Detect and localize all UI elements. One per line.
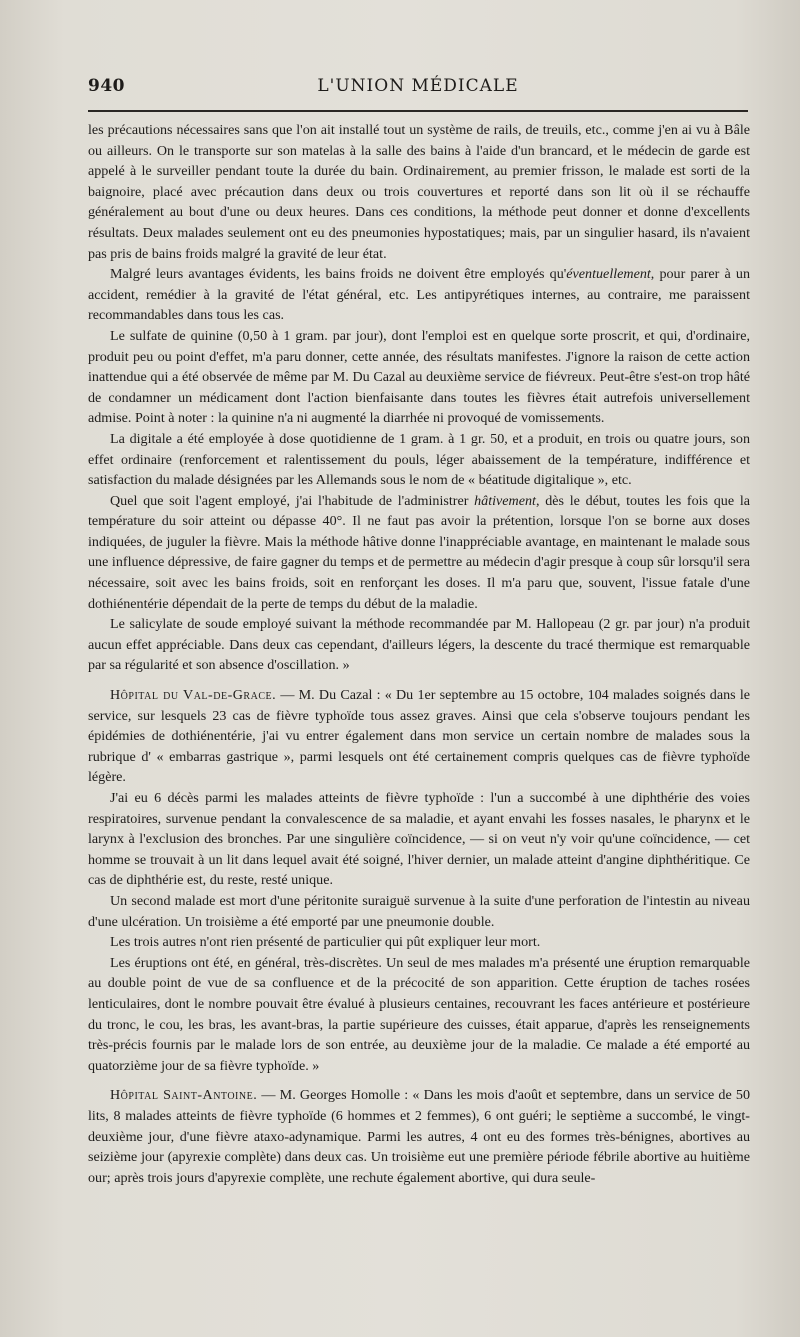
paragraph: J'ai eu 6 décès parmi les malades atteints de fièvre typhoïde : l'un a succombé à une diphthérie des voies respiratoires, survenue pendant la convalescence de sa maladie, et ayant envahi les fosses nasales, le pharynx et le larynx à l'exclusion des bronches. Par une singulière coïncidence, — si on veut n'y voir qu'une coïncidence, — cet homme se trouvait à un lit dans lequel avait été soigné, l'hiver dernier, un malade atteint d'angine diphthéritique. Ce cas de diphthérie est, du reste, resté unique. xyxy=(88,790,750,889)
page-number: 940 xyxy=(88,76,125,96)
page-header xyxy=(88,76,748,106)
article-body xyxy=(88,120,750,1327)
italic-run: hâtivement xyxy=(474,492,536,509)
text-run: Quel que soit l'agent employé, j'ai l'habitude de l'administrer xyxy=(110,492,475,509)
text-run: — M. Georges Homolle : « Dans les mois d'août et septembre, dans un service de 50 lits, 8 malades atteints de fièvre typhoïde (6 hommes et 2 femmes), 6 ont guéri; le septième a succombé, le vingt-deuxième jour, d'une fièvre ataxo-adynamique. Parmi les autres, 4 ont eu des formes très-bénignes, abortives au seizième jour (apyrexie complète) dans deux cas. Un troisième eut une première période fébrile abortive au huitième our; après trois jours d'apyrexie complète, une rechute également abortive, qui dura seule- xyxy=(88,1087,750,1186)
paragraph xyxy=(88,491,750,615)
section-heading: Hôpital Saint-Antoine. xyxy=(110,1087,258,1104)
header-rule xyxy=(88,110,748,112)
text-run: , dès le début, toutes les fois que la température du soir atteint ou dépasse 40°. Il ne faut pas avoir la prétention, lorsque l'on se borne aux doses indiquées, de juguler la fièvre. Mais la méthode hâtive donne l'inappréciable avantage, en maintenant le malade sous une influence dépressive, de faire gagner du temps et de permettre au médecin d'agir presque à coup sûr lorsqu'il sera nécessaire, soit avec les bains froids, soit en renforçant les doses. Il m'a paru que, souvent, l'issue fatale d'une dothiénentérie dépendait de la perte de temps du début de la maladie. xyxy=(88,492,750,612)
paragraph: La digitale a été employée à dose quotidienne de 1 gram. à 1 gr. 50, et a produit, en trois ou quatre jours, son effet ordinaire (renforcement et ralentissement du pouls, léger abaissement de la température, indifférence et satisfaction du malade désignées par les Allemands sous le nom de « béatitude digitalique », etc. xyxy=(88,430,750,489)
paragraph: Le salicylate de soude employé suivant la méthode recommandée par M. Hallopeau (2 gr. par jour) n'a produit aucun effet appréciable. Dans deux cas cependant, d'ailleurs légers, la descente du tracé thermique est remarquable par sa régularité et son absence d'oscillation. » xyxy=(88,616,750,674)
text-run: — M. Du Cazal : « Du 1er septembre au 15 octobre, 104 malades soignés dans le service, sur lesquels 23 cas de fièvre typhoïde tous assez graves. Ainsi que cela s'observe toujours pendant les épidémies de dothiénentérie, j'ai vu entrer également dans mon service un certain nombre de malades sous la rubrique d' « embarras gastrique », parmi lesquels ont été certainement compris quelques cas de fièvre typhoïde légère. xyxy=(88,687,750,786)
paragraph: Un second malade est mort d'une péritonite suraiguë survenue à la suite d'une perforation de l'intestin au niveau d'une ulcération. Un troisième a été emporté par une pneumonie double. xyxy=(88,892,750,930)
section-heading: Hôpital du Val-de-Grace. xyxy=(110,687,277,704)
paragraph xyxy=(88,264,750,326)
paragraph: les précautions nécessaires sans que l'on ait installé tout un système de rails, de treuils, etc., comme j'en ai vu à Bâle ou ailleurs. On le transporte sur son matelas à la salle des bains à l'aide d'un brancard, et le médecin de garde est appelé à le surveiller pendant toute la durée du bain. Ordinairement, au premier frisson, le malade est sorti de la baignoire, placé avec précaution dans deux ou trois couvertures et reporté dans son lit où il se réchauffe généralement au bout d'une ou deux heures. Dans ces conditions, la méthode peut donner et donne d'excellents résultats. Deux malades seulement ont eu des pneumonies hypostatiques; mais, par un singulier hasard, ils n'avaient pas pris de bains froids malgré la gravité de leur état. xyxy=(88,122,750,262)
running-title: L'UNION MÉDICALE xyxy=(317,76,519,96)
paragraph xyxy=(88,685,750,788)
paragraph: Les trois autres n'ont rien présenté de particulier qui pût expliquer leur mort. xyxy=(110,934,541,951)
text-run: Malgré leurs avantages évidents, les bains froids ne doivent être employés qu' xyxy=(110,266,567,283)
paragraph: Le sulfate de quinine (0,50 à 1 gram. par jour), dont l'emploi est en quelque sorte proscrit, et qui, d'ordinaire, produit peu ou point d'effet, m'a paru donner, cette année, des résultats manifestes. J'ignore la raison de cette action inattendue qui a été observée de même par M. Du Cazal au deuxième service de fiévreux. Peut-être s'est-on trop hâté de condamner un médicament dont l'action bienfaisante dans toutes les fièvres était autrefois universellement admise. Point à noter : la quinine n'a ni augmenté la diarrhée ni provoqué de vomissements. xyxy=(88,327,750,427)
text-run: , pour parer à un accident, remédier à la gravité de l'état général, etc. Les antipyrétiques internes, au contraire, me paraissent recommandables dans tous les cas. xyxy=(88,266,750,324)
italic-run: éventuellement xyxy=(566,266,651,283)
paragraph: Les éruptions ont été, en général, très-discrètes. Un seul de mes malades m'a présenté une éruption remarquable au double point de vue de sa confluence et de la précocité de son apparition. Cette éruption de taches rosées lenticulaires, dont le nombre pouvait être évalué à plusieurs centaines, recouvrant les faces antérieure et postérieure du tronc, le cou, les bras, les avant-bras, la partie supérieure des cuisses, était apparue, d'après les renseignements très-précis fournis par le malade lors de son entrée, au deuxième jour de la maladie. Ce malade a été emporté au quatorzième jour de sa fièvre typhoïde. » xyxy=(88,954,750,1074)
paragraph xyxy=(88,1085,750,1188)
